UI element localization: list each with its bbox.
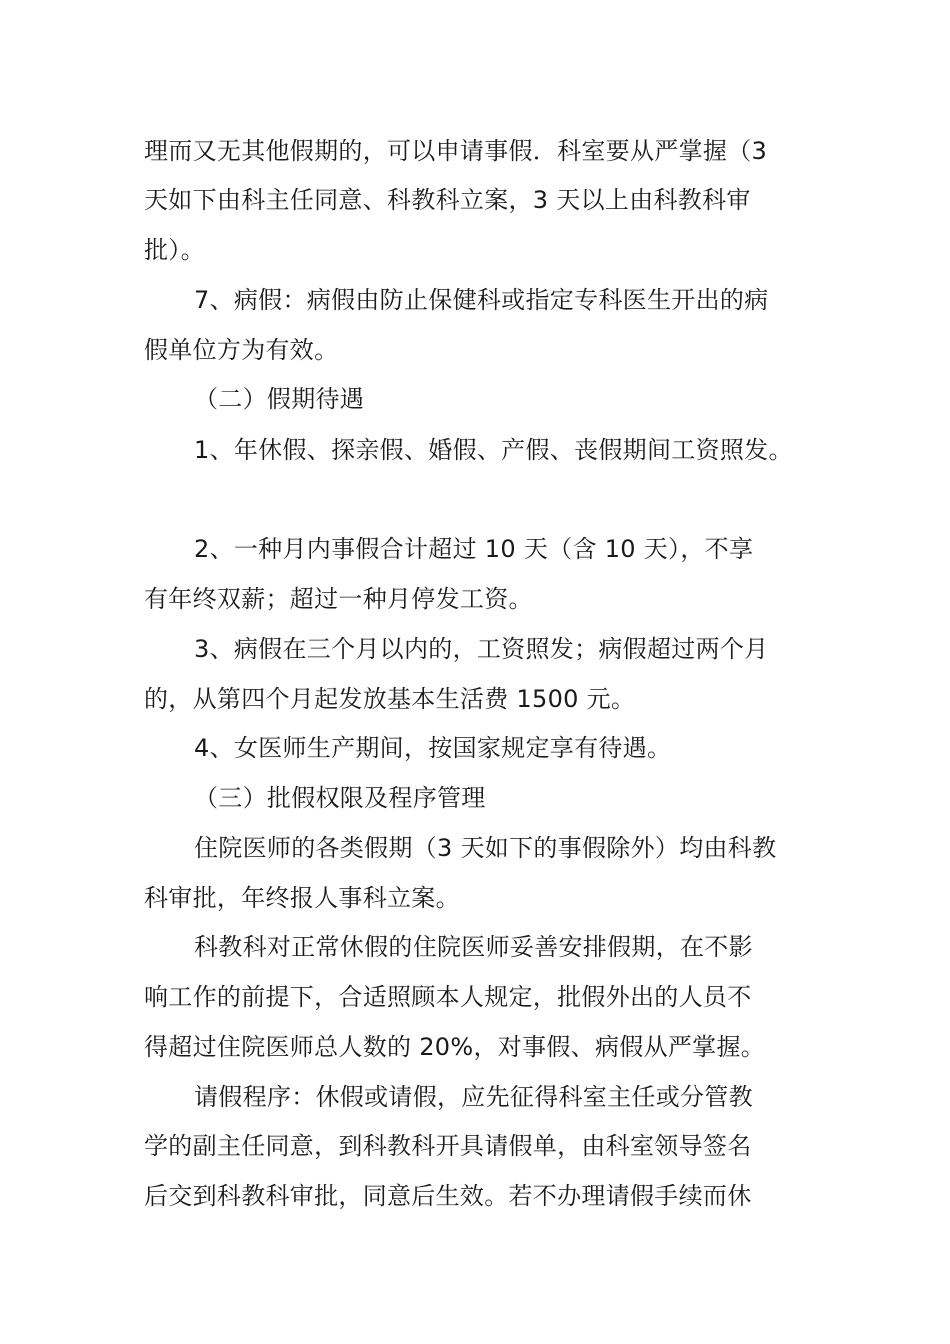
paragraph-benefit-4: 4、女医师生产期间，按国家规定享有待遇。 xyxy=(194,734,672,762)
paragraph-benefit-3: 3、病假在三个月以内的，工资照发；病假超过两个月 xyxy=(194,635,769,663)
section-heading-approval: （三）批假权限及程序管理 xyxy=(194,784,486,812)
text-line: 的，从第四个月起发放基本生活费 1500 元。 xyxy=(144,685,636,713)
text-line: 科审批，年终报人事科立案。 xyxy=(144,884,460,912)
text-line: 有年终双薪；超过一种月停发工资。 xyxy=(144,585,533,613)
text-line: 批）。 xyxy=(144,236,205,264)
paragraph-approval-authority: 住院医师的各类假期（3 天如下的事假除外）均由科教 xyxy=(194,834,777,862)
text-line: 天如下由科主任同意、科教科立案，3 天以上由科教科审 xyxy=(144,186,751,214)
paragraph-leave-procedure: 请假程序：休假或请假，应先征得科室主任或分管教 xyxy=(194,1083,753,1111)
section-heading-leave-benefits: （二）假期待遇 xyxy=(194,385,365,413)
text-line: 响工作的前提下，合适照顾本人规定，批假外出的人员不 xyxy=(144,983,752,1011)
text-line: 理而又无其他假期的，可以申请事假．科室要从严掌握（3 xyxy=(144,137,768,165)
text-line: 假单位方为有效。 xyxy=(144,336,339,364)
text-line: 学的副主任同意，到科教科开具请假单，由科室领导签名 xyxy=(144,1132,752,1160)
paragraph-sick-leave: 7、病假：病假由防止保健科或指定专科医生开出的病 xyxy=(194,286,769,314)
paragraph-arrangement: 科教科对正常休假的住院医师妥善安排假期，在不影 xyxy=(194,933,753,961)
paragraph-benefit-2: 2、一种月内事假合计超过 10 天（含 10 天），不享 xyxy=(194,535,754,563)
paragraph-benefit-1: 1、年休假、探亲假、婚假、产假、丧假期间工资照发。 xyxy=(194,436,793,464)
text-line: 后交到科教科审批，同意后生效。若不办理请假手续而休 xyxy=(144,1182,752,1210)
text-line: 得超过住院医师总人数的 20%，对事假、病假从严掌握。 xyxy=(144,1033,766,1061)
